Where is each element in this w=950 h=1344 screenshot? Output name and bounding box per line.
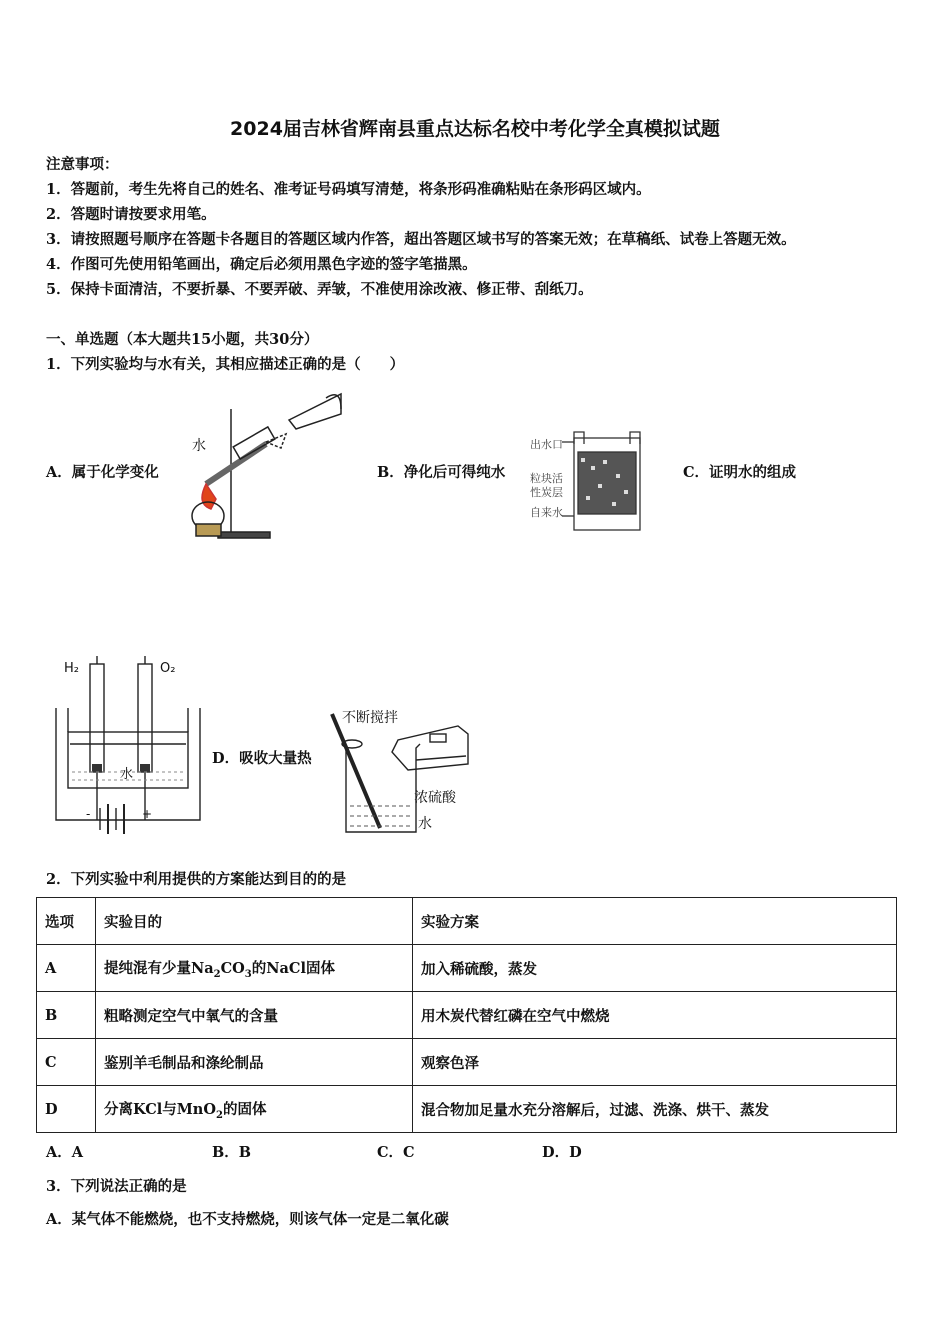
q1-option-b: B．净化后可得纯水 [377, 464, 506, 481]
table-row [37, 992, 897, 1039]
notice-heading: 注意事项： [46, 156, 119, 173]
table-cell-plan: 观察色泽 [413, 1039, 897, 1086]
figure-a-heating-water [176, 384, 346, 544]
q1-option-a: A．属于化学变化 [46, 464, 159, 481]
figure-c-o2-label: O₂ [160, 661, 176, 676]
table-cell-aim: 粗略测定空气中氧气的含量 [96, 992, 413, 1039]
notice-item: 2．答题时请按要求用笔。 [46, 206, 216, 223]
figure-c-plus-label: + [142, 807, 153, 821]
notice-item: 1．答题前，考生先将自己的姓名、准考证号码填写清楚，将条形码准确粘贴在条形码区域内。 [46, 181, 651, 198]
notice-item: 4．作图可先使用铅笔画出，确定后必须用黑色字迹的签字笔描黑。 [46, 256, 477, 273]
table-header-row [37, 898, 897, 945]
figure-d-stir-label: 不断搅拌 [342, 710, 398, 726]
table-cell-plan: 用木炭代替红磷在空气中燃烧 [413, 992, 897, 1039]
section-heading: 一、单选题（本大题共15小题，共30分） [46, 331, 319, 348]
table-cell-aim: 提纯混有少量$Na_2CO_3$的NaCl固体 [96, 945, 413, 992]
page-title: 2024届吉林省辉南县重点达标名校中考化学全真模拟试题 [230, 118, 720, 140]
table-cell-option: B [37, 992, 96, 1039]
table-row [37, 1086, 897, 1133]
figure-d-water-label: 水 [418, 816, 432, 832]
table-cell-aim: 鉴别羊毛制品和涤纶制品 [96, 1039, 413, 1086]
figure-c-h2-label: H₂ [64, 661, 79, 676]
figure-c-water-label: 水 [120, 767, 134, 782]
table-cell-aim: 分离KCl与MnO$_2$的固体 [96, 1086, 413, 1133]
q1-option-c: C．证明水的组成 [683, 464, 797, 481]
figure-b-carbon-label: 性炭层 [530, 486, 563, 499]
table-header-cell: 实验目的 [96, 898, 413, 945]
figure-d-acid-label: 浓硫酸 [414, 790, 456, 806]
table-cell-plan: 加入稀硫酸，蒸发 [413, 945, 897, 992]
table-row [37, 1039, 897, 1086]
figure-b-outlet-label: 出水口 [530, 438, 563, 451]
table-cell-option: C [37, 1039, 96, 1086]
question-1-stem: 1．下列实验均与水有关，其相应描述正确的是（ ） [46, 356, 405, 373]
q2-choice-a: A．A [46, 1144, 84, 1161]
question-3-stem: 3．下列说法正确的是 [46, 1178, 187, 1195]
table-cell-option: D [37, 1086, 96, 1133]
table-cell-option: A [37, 945, 96, 992]
table-row [37, 945, 897, 992]
figure-b-water-purifier [528, 430, 648, 540]
notice-item: 3．请按照题号顺序在答题卡各题目的答题区域内作答，超出答题区域书写的答案无效；在草稿纸、试卷上答题无效。 [46, 231, 796, 248]
q3-option-a: A．某气体不能燃烧，也不支持燃烧，则该气体一定是二氧化碳 [46, 1211, 449, 1228]
question-2-table [36, 897, 897, 1133]
q2-choice-c: C．C [377, 1144, 415, 1161]
question-2-stem: 2．下列实验中利用提供的方案能达到目的的是 [46, 871, 347, 888]
table-cell-plan: 混合物加足量水充分溶解后，过滤、洗涤、烘干、蒸发 [413, 1086, 897, 1133]
table-header-cell: 实验方案 [413, 898, 897, 945]
figure-b-inlet-label: 自来水 [530, 506, 563, 519]
figure-c-minus-label: - [86, 807, 91, 821]
figure-c-electrolysis [50, 652, 210, 834]
figure-b-carbon-label: 粒块活 [530, 472, 563, 485]
figure-a-water-label: 水 [192, 438, 206, 454]
q2-choice-b: B．B [212, 1144, 252, 1161]
q2-choice-d: D．D [542, 1144, 582, 1161]
figure-d-diluting-acid [328, 704, 478, 836]
table-header-cell: 选项 [37, 898, 96, 945]
notice-item: 5．保持卡面清洁，不要折暴、不要弄破、弄皱，不准使用涂改液、修正带、刮纸刀。 [46, 281, 593, 298]
q1-option-d: D．吸收大量热 [212, 750, 312, 767]
